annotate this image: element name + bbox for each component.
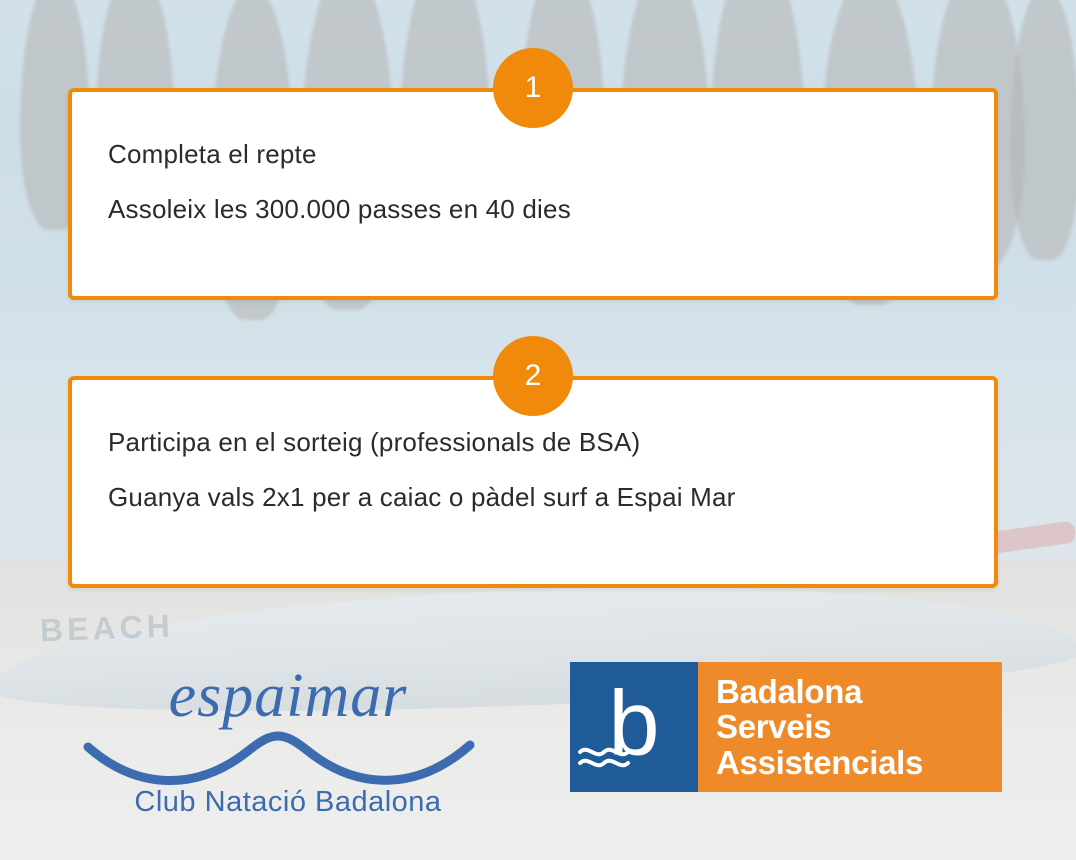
bsa-monogram: b — [608, 672, 660, 775]
bsa-line-3: Assistencials — [716, 743, 924, 781]
step-2 — [68, 359, 998, 588]
espaimar-subtitle: Club Natació Badalona — [134, 786, 442, 818]
step-2-line-2: Guanya vals 2x1 per a caiac o pàdel surf a Espai Mar — [108, 481, 736, 512]
espaimar-wordmark: espaimar — [168, 662, 408, 730]
step-2-number-badge: 2 — [493, 336, 573, 416]
bsa-logo — [570, 662, 1002, 792]
step-2-line-1: Participa en el sorteig (professionals de BSA) — [108, 427, 641, 457]
bsa-line-1: Badalona — [716, 672, 863, 710]
step-1-line-1: Completa el repte — [108, 139, 317, 169]
bsa-waves-icon — [578, 744, 648, 770]
espaimar-wave-icon — [78, 729, 478, 785]
espaimar-logo — [78, 662, 498, 825]
step-1 — [68, 71, 998, 300]
step-1-line-2: Assoleix les 300.000 passes en 40 dies — [108, 193, 571, 224]
step-1-number-badge: 1 — [493, 48, 573, 128]
bsa-logo-mark — [570, 662, 698, 792]
bsa-logo-text — [698, 662, 1002, 792]
bsa-line-2: Serveis — [716, 708, 832, 746]
